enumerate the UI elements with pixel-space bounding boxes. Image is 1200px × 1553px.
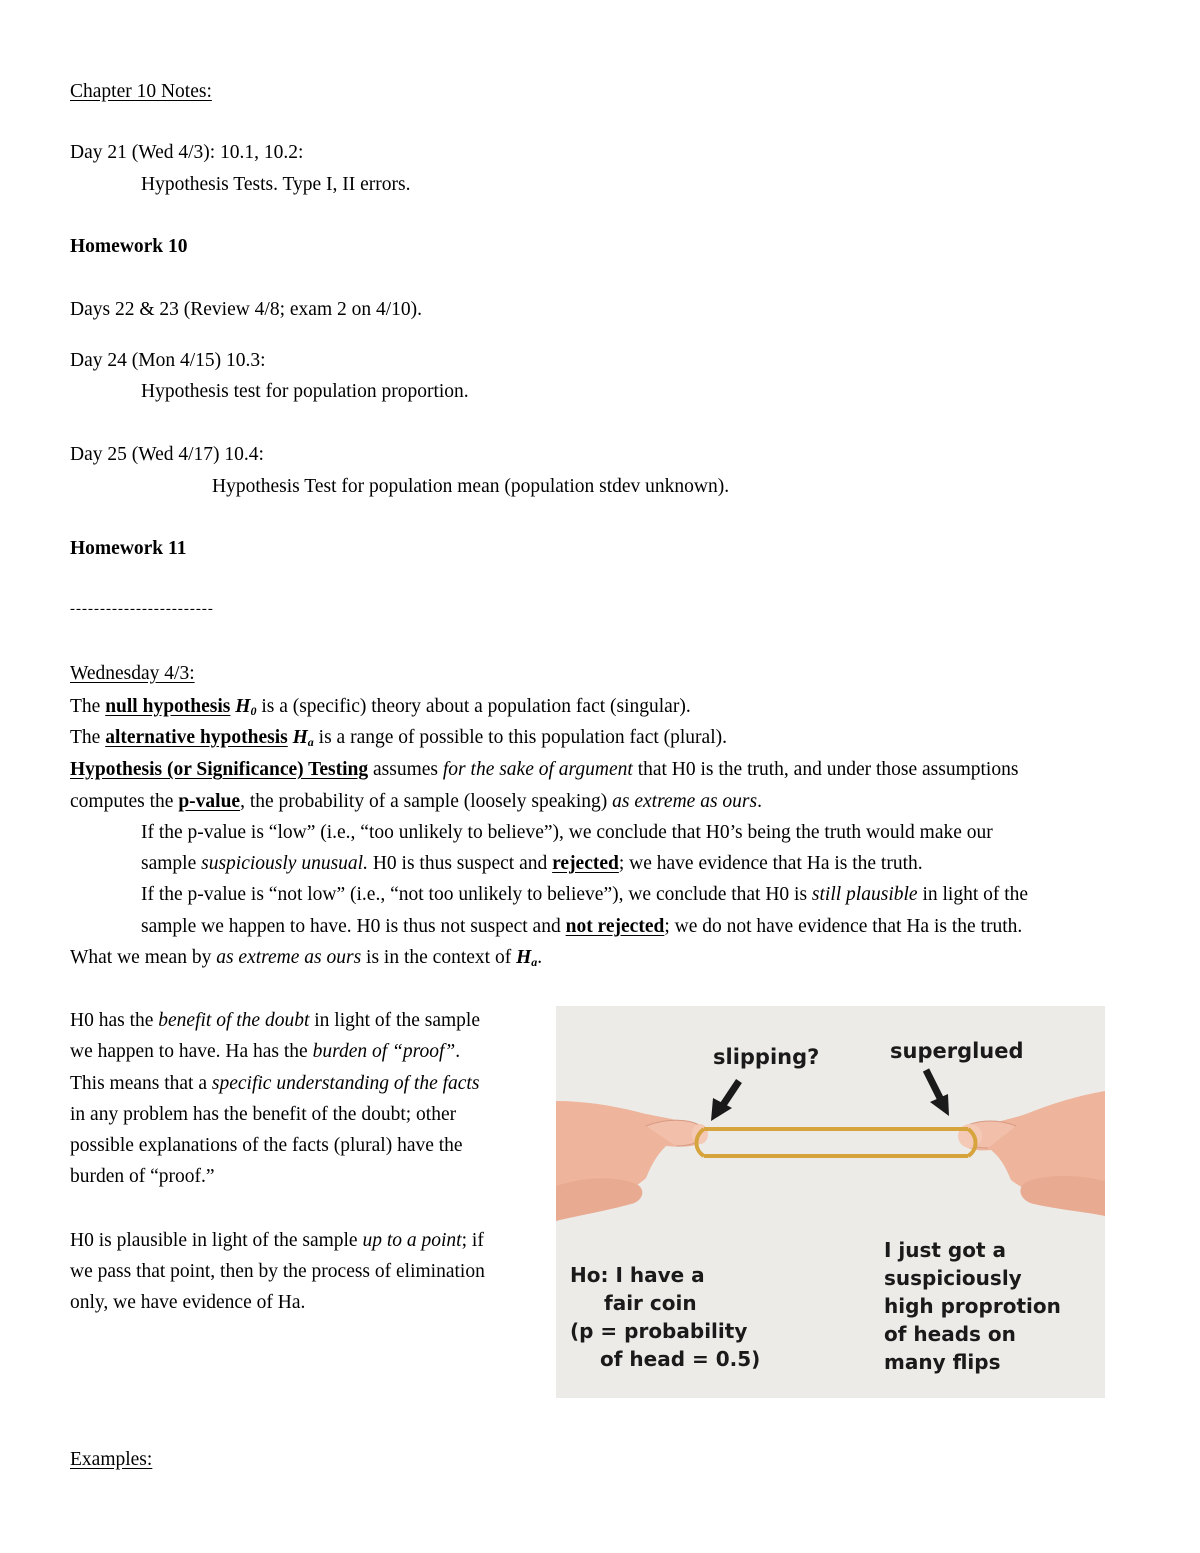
plausible-line3: only, we have evidence of Ha. <box>70 1292 306 1313</box>
benefit-line5: possible explanations of the facts (plural) have the <box>70 1135 463 1156</box>
ha-line-2: suspiciously <box>884 1266 1022 1290</box>
plausible-line2: we pass that point, then by the process of elimination <box>70 1261 485 1282</box>
ho-line-1: Ho: I have a <box>570 1263 705 1287</box>
notlow-pvalue-line1: If the p-value is “not low” (i.e., “not too unlikely to believe”), we conclude that H0 is still plausible in light of the <box>141 884 1029 905</box>
null-hypothesis-definition: The null hypothesis $H_0$ is a (specific) theory about a population fact (singular). <box>70 696 691 718</box>
label-superglued: superglued <box>890 1039 1024 1063</box>
homework10-heading: Homework 10 <box>70 236 188 257</box>
notes-date: Wednesday 4/3: <box>70 663 195 684</box>
label-slipping: slipping? <box>713 1045 820 1069</box>
ha-line-1: I just got a <box>884 1238 1007 1262</box>
rubber-band-photo <box>556 1006 1105 1398</box>
examples-heading: Examples: <box>70 1449 153 1470</box>
low-pvalue-line2: sample suspiciously unusual. H0 is thus suspect and rejected; we have evidence that Ha is the truth. <box>141 853 923 874</box>
testing-definition-line1: Hypothesis (or Significance) Testing assumes for the sake of argument that H0 is the truth, and under those assumptions <box>70 759 1019 780</box>
ho-line-4: of head = 0.5) <box>600 1347 761 1371</box>
day24-topic: Hypothesis test for population proportion. <box>141 381 469 402</box>
testing-definition-line2: computes the p-value, the probability of a sample (loosely speaking) as extreme as ours. <box>70 791 762 812</box>
low-pvalue-line1: If the p-value is “low” (i.e., “too unlikely to believe”), we conclude that H0’s being the truth would make our <box>141 822 993 843</box>
day25-topic: Hypothesis Test for population mean (population stdev unknown). <box>212 476 730 497</box>
ha-line-5: many flips <box>884 1350 1001 1374</box>
benefit-line3: This means that a specific understanding of the facts <box>70 1073 480 1094</box>
benefit-line4: in any problem has the benefit of the doubt; other <box>70 1104 457 1125</box>
ho-line-2: fair coin <box>604 1291 697 1315</box>
day25-heading: Day 25 (Wed 4/17) 10.4: <box>70 444 264 465</box>
ha-line-3: high proprotion <box>884 1294 1061 1318</box>
day22-23-line: Days 22 & 23 (Review 4/8; exam 2 on 4/10). <box>70 299 423 320</box>
day21-heading: Day 21 (Wed 4/3): 10.1, 10.2: <box>70 142 304 163</box>
divider-line: ------------------------ <box>70 601 214 617</box>
extreme-meaning-line: What we mean by as extreme as ours is in the context of $H_a$. <box>70 947 543 969</box>
ha-line-4: of heads on <box>884 1322 1016 1346</box>
notlow-pvalue-line2: sample we happen to have. H0 is thus not suspect and not rejected; we do not have evidence that Ha is the truth. <box>141 916 1023 937</box>
benefit-line2: we happen to have. Ha has the burden of “proof”. <box>70 1041 461 1062</box>
homework11-heading: Homework 11 <box>70 538 187 559</box>
day21-topic: Hypothesis Tests. Type I, II errors. <box>141 174 411 195</box>
benefit-line1: H0 has the benefit of the doubt in light of the sample <box>70 1010 480 1031</box>
page-title: Chapter 10 Notes: <box>70 81 212 102</box>
plausible-line1: H0 is plausible in light of the sample up to a point; if <box>70 1230 484 1251</box>
alternative-hypothesis-definition: The alternative hypothesis $H_a$ is a range of possible to this population fact (plural). <box>70 727 727 749</box>
benefit-line6: burden of “proof.” <box>70 1166 215 1187</box>
day24-heading: Day 24 (Mon 4/15) 10.3: <box>70 350 266 371</box>
ho-line-3: (p = probability <box>570 1319 748 1343</box>
